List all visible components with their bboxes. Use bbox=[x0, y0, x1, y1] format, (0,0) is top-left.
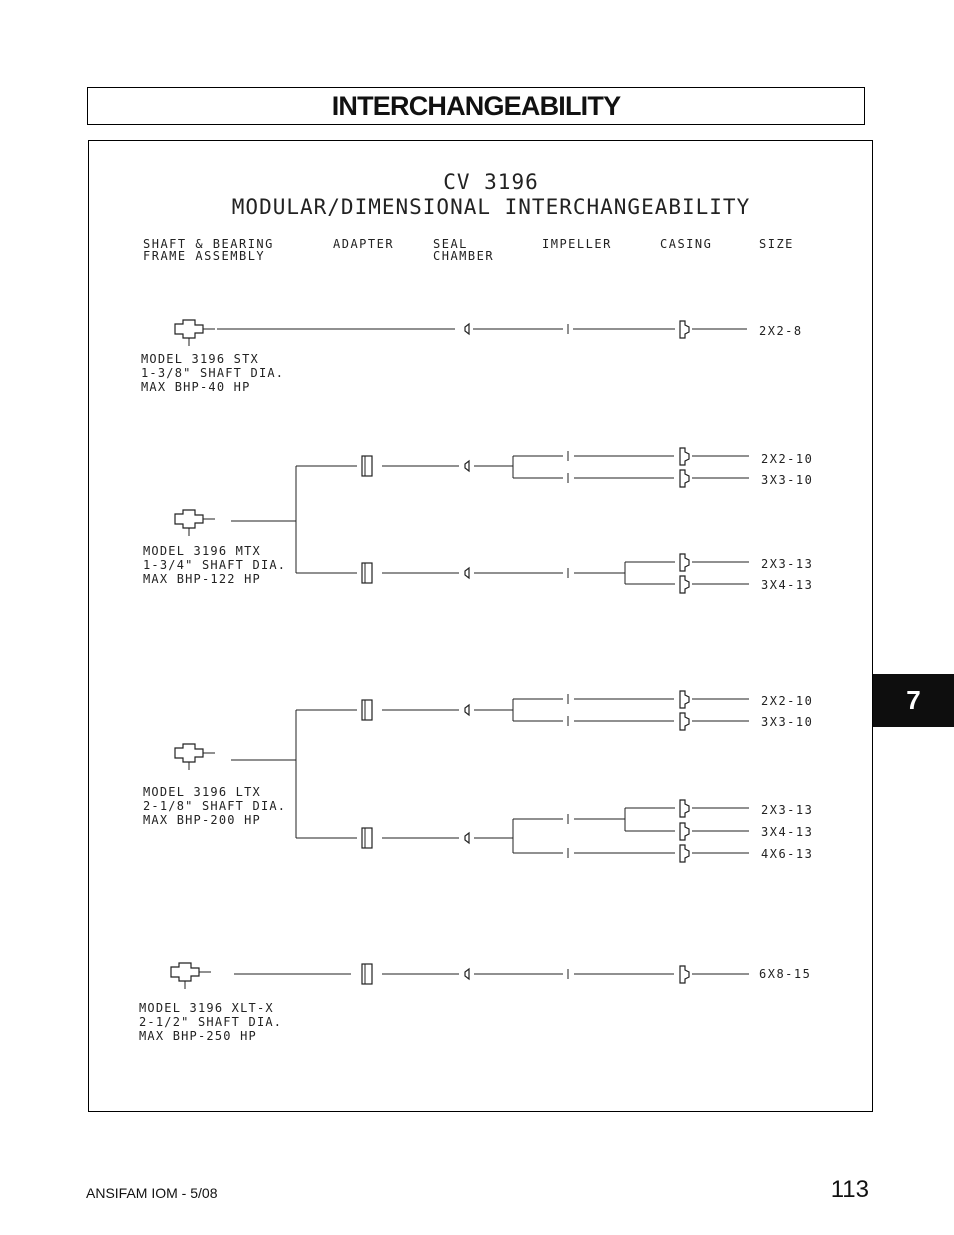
adapter-icon bbox=[362, 700, 372, 720]
svg-text:MAX BHP-250 HP: MAX BHP-250 HP bbox=[139, 1029, 257, 1043]
column-seal-label-1: SEAL bbox=[433, 237, 468, 251]
size-label: 6X8-15 bbox=[759, 967, 812, 981]
size-label: 2X2-8 bbox=[759, 324, 803, 338]
svg-text:MODEL 3196 STX: MODEL 3196 STX bbox=[141, 352, 259, 366]
seal-chamber-icon bbox=[465, 705, 469, 715]
adapter-icon bbox=[362, 563, 372, 583]
diagram-title: CV 3196 bbox=[443, 170, 539, 194]
casing-icon bbox=[680, 470, 689, 487]
connection-lines bbox=[217, 329, 749, 974]
casing-icon bbox=[680, 966, 689, 983]
casing-icon bbox=[680, 823, 689, 840]
column-casing-label: CASING bbox=[660, 237, 713, 251]
page-title: INTERCHANGEABILITY bbox=[331, 90, 621, 121]
svg-text:2-1/8" SHAFT DIA.: 2-1/8" SHAFT DIA. bbox=[143, 799, 287, 813]
model-xltx-label bbox=[139, 1001, 282, 1043]
casing-icon bbox=[680, 448, 689, 465]
adapter-icon bbox=[362, 456, 372, 476]
diagram-canvas bbox=[89, 141, 874, 1113]
size-labels bbox=[759, 324, 813, 981]
column-frame-label-2: FRAME ASSEMBLY bbox=[143, 249, 266, 263]
column-adapter-label: ADAPTER bbox=[333, 237, 395, 251]
svg-text:MODEL 3196 XLT-X: MODEL 3196 XLT-X bbox=[139, 1001, 274, 1015]
model-mtx-label bbox=[143, 544, 286, 586]
size-label: 2X3-13 bbox=[761, 803, 814, 817]
casing-icon bbox=[680, 713, 689, 730]
size-label: 3X3-10 bbox=[761, 715, 814, 729]
bearing-frame-icon bbox=[175, 510, 215, 536]
diagram-subtitle: MODULAR/DIMENSIONAL INTERCHANGEABILITY bbox=[231, 195, 751, 219]
interchangeability-diagram bbox=[88, 140, 873, 1112]
bearing-frame-icon bbox=[171, 963, 211, 989]
size-label: 3X4-13 bbox=[761, 578, 814, 592]
svg-text:MAX BHP-200 HP: MAX BHP-200 HP bbox=[143, 813, 261, 827]
casing-icon bbox=[680, 554, 689, 571]
seal-chamber-icon bbox=[465, 324, 469, 334]
part-glyphs bbox=[171, 320, 689, 989]
casing-icon bbox=[680, 845, 689, 862]
size-label: 4X6-13 bbox=[761, 847, 814, 861]
section-tab-label: 7 bbox=[906, 685, 921, 715]
size-label: 3X4-13 bbox=[761, 825, 814, 839]
svg-text:2-1/2" SHAFT DIA.: 2-1/2" SHAFT DIA. bbox=[139, 1015, 283, 1029]
size-label: 3X3-10 bbox=[761, 473, 814, 487]
adapter-icon bbox=[362, 964, 372, 984]
model-stx-label bbox=[141, 352, 284, 394]
casing-icon bbox=[680, 800, 689, 817]
column-size-label: SIZE bbox=[759, 237, 794, 251]
model-ltx-label bbox=[143, 785, 286, 827]
svg-text:MAX BHP-122 HP: MAX BHP-122 HP bbox=[143, 572, 261, 586]
svg-text:MODEL 3196 MTX: MODEL 3196 MTX bbox=[143, 544, 261, 558]
seal-chamber-icon bbox=[465, 969, 469, 979]
adapter-icon bbox=[362, 828, 372, 848]
size-label: 2X3-13 bbox=[761, 557, 814, 571]
header-box bbox=[87, 87, 865, 125]
casing-icon bbox=[680, 576, 689, 593]
svg-text:1-3/4" SHAFT DIA.: 1-3/4" SHAFT DIA. bbox=[143, 558, 287, 572]
bearing-frame-icon bbox=[175, 744, 215, 770]
column-frame-label-1: SHAFT & BEARING bbox=[143, 237, 274, 251]
svg-text:MODEL 3196 LTX: MODEL 3196 LTX bbox=[143, 785, 261, 799]
footer-doc-id: ANSIFAM IOM - 5/08 bbox=[86, 1185, 218, 1201]
seal-chamber-icon bbox=[465, 461, 469, 471]
column-impeller-label: IMPELLER bbox=[542, 237, 612, 251]
bearing-frame-icon bbox=[175, 320, 215, 346]
casing-icon bbox=[680, 691, 689, 708]
svg-text:1-3/8" SHAFT DIA.: 1-3/8" SHAFT DIA. bbox=[141, 366, 285, 380]
section-tab bbox=[873, 674, 954, 727]
size-label: 2X2-10 bbox=[761, 452, 814, 466]
seal-chamber-icon bbox=[465, 833, 469, 843]
svg-text:MAX BHP-40 HP: MAX BHP-40 HP bbox=[141, 380, 251, 394]
casing-icon bbox=[680, 321, 689, 338]
footer-page-number: 113 bbox=[830, 1176, 869, 1203]
column-seal-label-2: CHAMBER bbox=[433, 249, 495, 263]
size-label: 2X2-10 bbox=[761, 694, 814, 708]
seal-chamber-icon bbox=[465, 568, 469, 578]
